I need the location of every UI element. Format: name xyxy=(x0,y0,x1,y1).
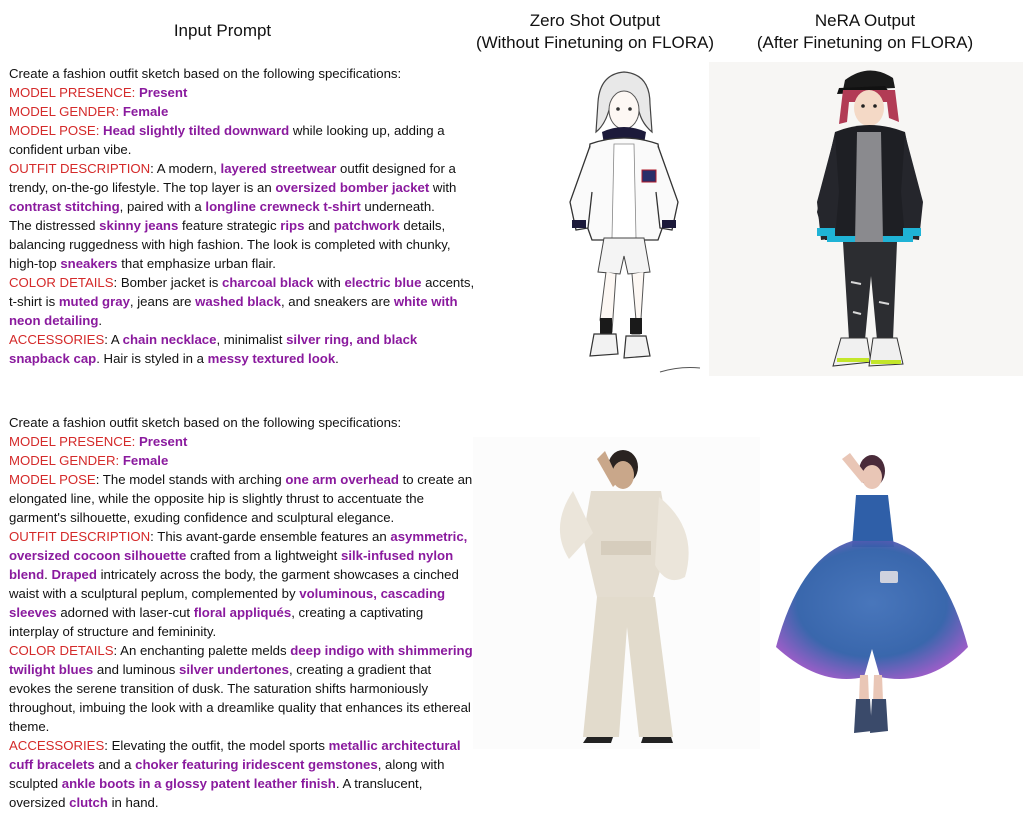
prompt-highlight: longline crewneck t-shirt xyxy=(205,199,361,214)
prompt-text: . xyxy=(98,313,103,328)
prompt-highlight: metallic architectural xyxy=(328,738,461,753)
prompt-highlight: electric blue xyxy=(344,275,422,290)
prompt-line xyxy=(9,64,479,83)
prompt-text: The distressed xyxy=(9,218,100,233)
prompt-line xyxy=(9,679,479,698)
prompt-highlight: oversized cocoon silhouette xyxy=(9,548,187,563)
prompt-highlight: oversized bomber jacket xyxy=(275,180,430,195)
prompt-text: while looking up, adding a xyxy=(289,123,445,138)
prompt-line xyxy=(9,489,479,508)
prompt-highlight: layered streetwear xyxy=(220,161,337,176)
prompt-highlight: twilight blues xyxy=(9,662,94,677)
prompt-field-label: MODEL PRESENCE: xyxy=(9,85,139,100)
prompt-text: balancing ruggedness with high fashion. The look is completed with chunky, xyxy=(9,237,451,252)
prompt-text: : The model stands with arching xyxy=(95,472,286,487)
row1-nera-image xyxy=(709,62,1023,376)
prompt-text: and luminous xyxy=(93,662,180,677)
prompt-field-label: MODEL POSE xyxy=(9,472,96,487)
prompt-line xyxy=(9,273,479,292)
prompt-text: confident urban vibe. xyxy=(9,142,132,157)
prompt-highlight: charcoal black xyxy=(222,275,314,290)
prompt-highlight: muted gray xyxy=(58,294,130,309)
prompt-text: and a xyxy=(94,757,136,772)
prompt-highlight: deep indigo with shimmering xyxy=(290,643,473,658)
prompt-text: in hand. xyxy=(107,795,159,810)
prompt-highlight: choker featuring iridescent gemstones xyxy=(135,757,378,772)
prompt-line xyxy=(9,330,479,349)
prompt-text: high-top xyxy=(9,256,61,271)
prompt-line xyxy=(9,660,479,679)
prompt-highlight: Present xyxy=(138,434,188,449)
prompt-text: , jeans are xyxy=(129,294,196,309)
prompt-highlight: rips xyxy=(280,218,305,233)
row2-nera-image xyxy=(760,437,980,749)
prompt-line xyxy=(9,603,479,622)
prompt-text: : Bomber jacket is xyxy=(113,275,223,290)
prompt-highlight: sneakers xyxy=(60,256,118,271)
prompt-line xyxy=(9,774,479,793)
prompt-text: : A xyxy=(104,332,123,347)
prompt-text: with xyxy=(313,275,345,290)
header-input-prompt: Input Prompt xyxy=(173,21,272,40)
prompt-text: : This avant-garde ensemble features an xyxy=(150,529,391,544)
prompt-highlight: silk-infused nylon xyxy=(341,548,454,563)
prompt-highlight: Draped xyxy=(51,567,97,582)
prompt-highlight: neon detailing xyxy=(9,313,99,328)
prompt-line xyxy=(9,527,479,546)
prompt-line xyxy=(9,413,479,432)
prompt-line xyxy=(9,641,479,660)
prompt-line xyxy=(9,717,479,736)
prompt-highlight: one arm overhead xyxy=(285,472,399,487)
prompt-highlight: sleeves xyxy=(9,605,57,620)
prompt-line xyxy=(9,292,479,311)
prompt-text: with xyxy=(429,180,457,195)
prompt-text: and xyxy=(304,218,334,233)
prompt-line xyxy=(9,546,479,565)
prompt-text: that emphasize urban flair. xyxy=(117,256,276,271)
prompt-highlight: Female xyxy=(122,104,169,119)
prompt-line xyxy=(9,793,479,812)
prompt-line xyxy=(9,121,479,140)
prompt-line xyxy=(9,451,479,470)
prompt-text: accents, xyxy=(421,275,475,290)
prompt-text: intricately across the body, the garment showcases a cinched xyxy=(96,567,459,582)
prompt-line xyxy=(9,140,479,159)
header-nera-subtitle: (After Finetuning on FLORA) xyxy=(756,33,974,52)
illustration-blue-gown-figure xyxy=(760,437,980,749)
prompt-line xyxy=(9,254,479,273)
prompt-line xyxy=(9,311,479,330)
prompt-text: . xyxy=(44,567,52,582)
prompt-text: waist with a sculptural peplum, complemented by xyxy=(9,586,300,601)
prompt-line xyxy=(9,432,479,451)
prompt-field-label: ACCESSORIES xyxy=(9,332,105,347)
prompt-line xyxy=(9,159,479,178)
prompt-line xyxy=(9,178,479,197)
prompt-highlight: ankle boots in a glossy patent leather finish xyxy=(61,776,336,791)
prompt-text: oversized xyxy=(9,795,70,810)
row1-zero-shot-image xyxy=(540,62,708,376)
header-zero-shot-title: Zero Shot Output xyxy=(529,11,661,30)
prompt-text: : An enchanting palette melds xyxy=(113,643,291,658)
prompt-text: underneath. xyxy=(360,199,435,214)
prompt-text: evokes the serene transition of dusk. The saturation shifts harmoniously xyxy=(9,681,429,696)
prompt-line xyxy=(9,698,479,717)
prompt-text: : Elevating the outfit, the model sports xyxy=(104,738,329,753)
prompt-highlight: washed black xyxy=(195,294,281,309)
prompt-field-label: MODEL POSE: xyxy=(9,123,104,138)
prompt-text: details, xyxy=(399,218,446,233)
prompt-line xyxy=(9,622,479,641)
prompt-text: , along with xyxy=(377,757,445,772)
prompt-highlight: chain necklace xyxy=(122,332,217,347)
prompt-text: throughout, imbuing the look with a dreamlike quality that enhances its ethereal xyxy=(9,700,471,715)
prompt-field-label: MODEL GENDER: xyxy=(9,453,123,468)
header-zero-shot xyxy=(470,10,720,54)
prompt-text: , creating a gradient that xyxy=(288,662,432,677)
prompt-text: theme. xyxy=(9,719,50,734)
prompt-highlight: voluminous, cascading xyxy=(299,586,446,601)
prompt-text: elongated line, while the opposite hip is slightly thrust to accentuate the xyxy=(9,491,424,506)
prompt-text: feature strategic xyxy=(178,218,281,233)
prompt-line xyxy=(9,755,479,774)
prompt-text: : A modern, xyxy=(150,161,221,176)
prompt-line xyxy=(9,565,479,584)
prompt-highlight: Present xyxy=(138,85,188,100)
prompt-highlight: Female xyxy=(122,453,169,468)
prompt-text: interplay of structure and femininity. xyxy=(9,624,217,639)
prompt-field-label: COLOR DETAILS xyxy=(9,643,114,658)
prompt-field-label: MODEL GENDER: xyxy=(9,104,123,119)
prompt-text: adorned with laser-cut xyxy=(56,605,194,620)
prompt-text: , creating a captivating xyxy=(291,605,424,620)
prompt-line xyxy=(9,102,479,121)
prompt-line xyxy=(9,584,479,603)
prompt-text: Create a fashion outfit sketch based on the following specifications: xyxy=(9,415,402,430)
prompt-line xyxy=(9,197,479,216)
prompt-field-label: MODEL PRESENCE: xyxy=(9,434,139,449)
prompt-line xyxy=(9,216,479,235)
prompt-field-label: OUTFIT DESCRIPTION xyxy=(9,529,151,544)
prompt-line xyxy=(9,508,479,527)
prompt-line xyxy=(9,349,479,368)
sketch-white-bomber-figure xyxy=(540,62,708,376)
prompt-field-label: ACCESSORIES xyxy=(9,738,105,753)
anime-streetwear-figure xyxy=(709,62,1023,376)
prompt-text: , and sneakers are xyxy=(280,294,394,309)
row2-zero-shot-image xyxy=(473,437,785,749)
prompt-field-label: OUTFIT DESCRIPTION xyxy=(9,161,151,176)
prompt-line xyxy=(9,470,479,489)
prompt-highlight: clutch xyxy=(69,795,108,810)
prompt-text: outfit designed for a xyxy=(336,161,456,176)
prompt-text: . Hair is styled in a xyxy=(96,351,208,366)
prompt-highlight: skinny jeans xyxy=(99,218,179,233)
prompt-text: , minimalist xyxy=(216,332,287,347)
prompt-block-1 xyxy=(9,64,479,368)
header-nera xyxy=(740,10,990,54)
prompt-block-2 xyxy=(9,413,479,812)
prompt-field-label: COLOR DETAILS xyxy=(9,275,114,290)
prompt-text: garment's silhouette, exuding confidence and sculptural elegance. xyxy=(9,510,395,525)
prompt-text: to create an xyxy=(398,472,473,487)
prompt-text: crafted from a lightweight xyxy=(186,548,342,563)
prompt-highlight: white with xyxy=(393,294,458,309)
prompt-highlight: silver undertones xyxy=(179,662,289,677)
prompt-highlight: cuff bracelets xyxy=(9,757,95,772)
prompt-text: , paired with a xyxy=(119,199,206,214)
header-nera-title: NeRA Output xyxy=(814,11,916,30)
prompt-line xyxy=(9,235,479,254)
prompt-highlight: messy textured look xyxy=(207,351,336,366)
prompt-highlight: silver ring, and black xyxy=(286,332,418,347)
prompt-text: sculpted xyxy=(9,776,62,791)
prompt-text: trendy, on-the-go lifestyle. The top layer is an xyxy=(9,180,276,195)
prompt-text: Create a fashion outfit sketch based on the following specifications: xyxy=(9,66,402,81)
prompt-highlight: blend xyxy=(9,567,45,582)
photo-cream-avant-garde-figure xyxy=(473,437,785,749)
prompt-highlight: floral appliqués xyxy=(193,605,292,620)
prompt-highlight: asymmetric, xyxy=(390,529,468,544)
prompt-highlight: contrast stitching xyxy=(9,199,120,214)
prompt-highlight: Head slightly tilted downward xyxy=(103,123,290,138)
prompt-text: . A translucent, xyxy=(335,776,423,791)
prompt-text: t-shirt is xyxy=(9,294,59,309)
prompt-highlight: patchwork xyxy=(333,218,400,233)
header-zero-shot-subtitle: (Without Finetuning on FLORA) xyxy=(475,33,715,52)
prompt-highlight: snapback cap xyxy=(9,351,97,366)
prompt-line xyxy=(9,83,479,102)
prompt-text: . xyxy=(335,351,339,366)
prompt-line xyxy=(9,736,479,755)
